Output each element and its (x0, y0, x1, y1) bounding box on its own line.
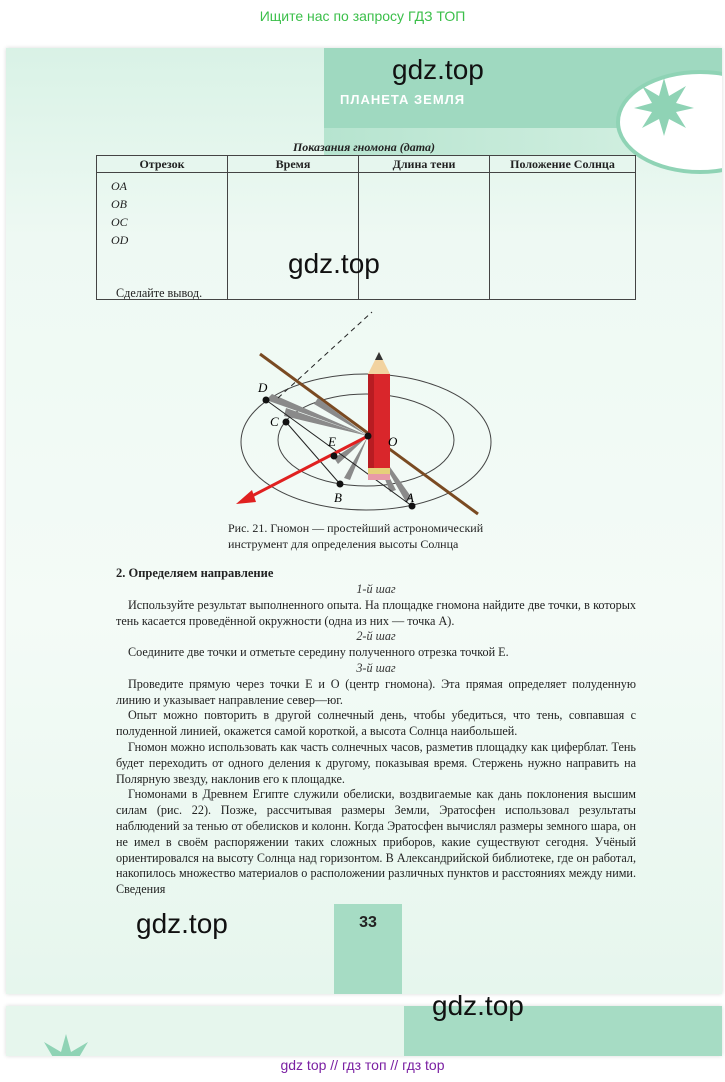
label-E: E (328, 434, 336, 449)
direction-arrow (248, 436, 368, 498)
top-banner[interactable]: Ищите нас по запросу ГДЗ ТОП (0, 0, 725, 34)
segments-cell (97, 173, 228, 300)
gnomon-figure (226, 292, 496, 518)
table-cell (490, 173, 636, 300)
conclusion-text: Сделайте вывод. (116, 286, 203, 300)
watermark: gdz.top (392, 54, 484, 85)
watermark: gdz.top (288, 248, 380, 279)
caption-line: Рис. 21. Гномон — простейший астрономический (228, 521, 484, 535)
step-label: 2-й шаг (356, 629, 396, 644)
textbook-page (6, 48, 722, 994)
table-cell (359, 173, 490, 300)
table-header: Время (228, 156, 359, 173)
watermark: gdz.top (432, 990, 524, 1021)
next-page-preview (6, 1006, 722, 1056)
table-header: Положение Солнца (490, 156, 636, 173)
step-label: 1-й шаг (356, 582, 396, 596)
star-icon (36, 1032, 96, 1056)
table-header: Длина тени (359, 156, 490, 173)
paragraph: Гномонами в Древнем Египте служили обелиски, воздвигаемые как дань поклонения высшим силам (рис. 22). Позже, рассчитывая размеры Земли, Эратосфен использовал результаты наблюдений за тенью от обелисков и колонн. Когда Эратосфен вычислял размеры земного шара, он не имел в своём распоряжении таких сложных приборов, какие существуют сегодня. Учёный ориентировался на высоту Солнца над горизонтом. В Александрийской библиотеке, где он работал, накопилось множество материалов о расположении различных пунктов и расстояниях между ними. Сведения (116, 787, 636, 897)
segment-label: OA (111, 179, 127, 193)
section-heading: 2. Определяем направление (116, 566, 274, 580)
step-label: 3-й шаг (356, 660, 396, 675)
label-D: D (258, 380, 268, 395)
label-B: B (334, 490, 342, 505)
page-number: 33 (359, 914, 377, 931)
table-header: Отрезок (97, 156, 228, 173)
main-text (116, 582, 636, 898)
watermark: gdz.top (136, 908, 228, 939)
segment-label: OC (111, 215, 128, 229)
label-A: A (406, 490, 414, 505)
bottom-links[interactable]: gdz top // гдз топ // гдз top (280, 1057, 445, 1073)
step-text: Используйте результат выполненного опыта. На площадке гномона найдите две точки, в которых тень касается проведённой окружности (одна из них — точка A). (116, 597, 636, 628)
figure-caption (228, 520, 528, 552)
caption-line: инструмент для определения высоты Солнца (228, 537, 459, 551)
segment-label: OB (111, 197, 127, 211)
star-icon (634, 76, 694, 136)
paragraph: Опыт можно повторить в другой солнечный день, чтобы убедиться, что тень, совпавшая с полуденной линией, окажется самой короткой, а высота Солнца наибольшей. (116, 708, 636, 739)
table-title: Показания гномона (дата) (292, 140, 436, 154)
segment-label: OD (111, 233, 129, 247)
arrow-head-icon (236, 490, 256, 504)
table-cell (228, 173, 359, 300)
label-O: O (388, 434, 398, 449)
pencil-icon (368, 352, 390, 480)
paragraph: Гномон можно использовать как часть солнечных часов, разметив площадку как циферблат. Тень будет переходить от одного деления к другому, показывая время. Стержень нужно направить на Полярную звезду, наклонив его к площадке. (116, 739, 636, 786)
step-text: Соедините две точки и отметьте середину полученного отрезка точкой E. (128, 645, 509, 660)
label-C: C (270, 414, 279, 429)
step-text: Проведите прямую через точки E и O (центр гномона). Эта прямая определяет полуденную линию и указывает направление север—юг. (116, 676, 636, 707)
section-title: ПЛАНЕТА ЗЕМЛЯ (340, 92, 466, 107)
